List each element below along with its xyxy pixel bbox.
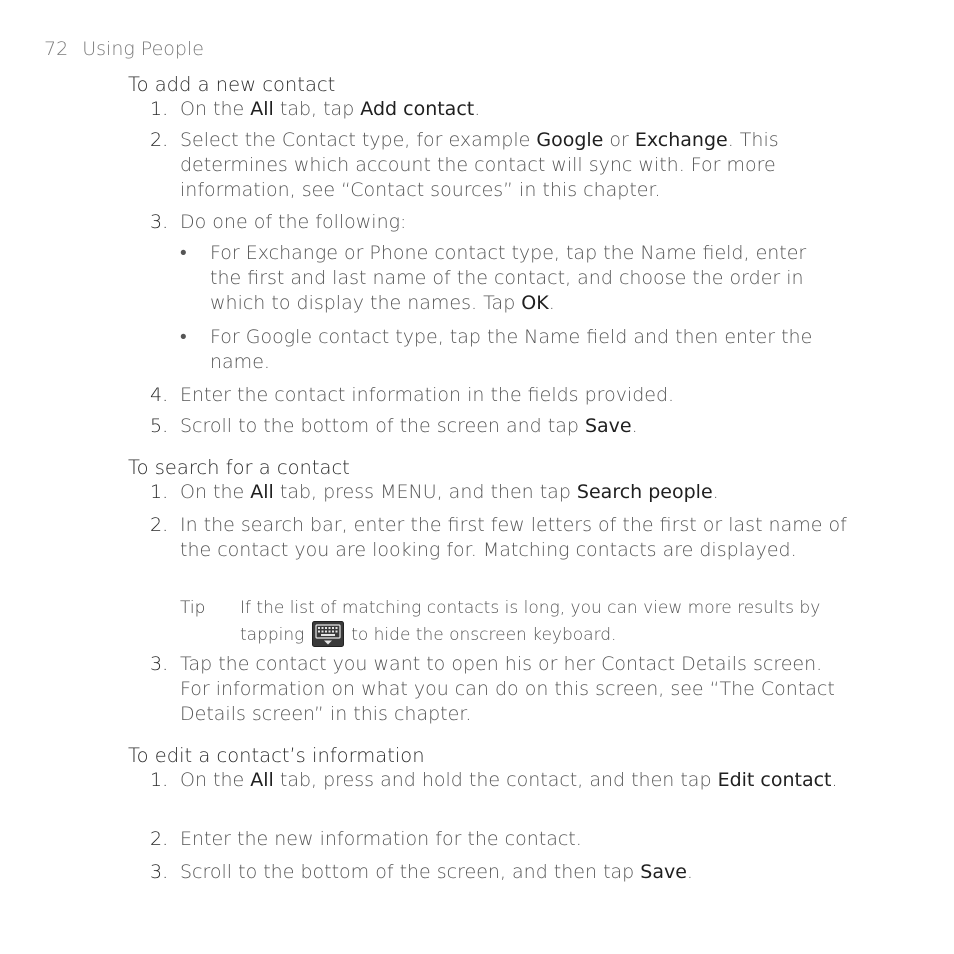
step-text: In the search bar, enter the first few letters of the first or last name of the contact you are looking for. Matching contacts are displayed.: [180, 514, 847, 561]
section-heading-search-contact: To search for a contact: [128, 456, 350, 479]
ui-term: Exchange: [634, 129, 728, 151]
keyboard-hide-icon: [312, 621, 344, 647]
step-number: 3.: [150, 211, 169, 233]
step-text: Enter the contact information in the fields provided.: [180, 384, 675, 406]
bullet-dot: •: [180, 326, 187, 348]
ui-term: All: [250, 98, 274, 120]
ui-term: Search people: [576, 481, 713, 503]
ui-term: All: [250, 769, 274, 791]
step-number: 2.: [150, 828, 169, 850]
step-text: Do one of the following:: [180, 211, 407, 233]
step-text: On the All tab, press and hold the contact, and then tap Edit contact.: [180, 769, 838, 791]
step-text: Scroll to the bottom of the screen and tap Save.: [180, 415, 638, 437]
ui-term: Add contact: [360, 98, 475, 120]
step-number: 1.: [150, 769, 169, 791]
step-text: Enter the new information for the contact.: [180, 828, 582, 850]
ui-term: Save: [584, 415, 632, 437]
chapter-title: Using People: [82, 38, 204, 60]
step-text: On the All tab, tap Add contact.: [180, 98, 481, 120]
step-text: Select the Contact type, for example Google or Exchange. This determines which account the contact will sync with. For more information, see “Contact sources” in this chapter.: [180, 129, 779, 201]
step-text: On the All tab, press MENU, and then tap Search people.: [180, 481, 719, 503]
ui-term: Edit contact: [717, 769, 832, 791]
bullet-text: For Google contact type, tap the Name field and then enter the name.: [210, 326, 813, 373]
bullet-dot: •: [180, 242, 187, 264]
step-number: 1.: [150, 481, 169, 503]
step-text: Scroll to the bottom of the screen, and then tap Save.: [180, 861, 693, 883]
ui-term: Save: [640, 861, 687, 883]
tip-text: If the list of matching contacts is long, you can view more results by tapping to hide the onscreen keyboard.: [240, 598, 821, 645]
ui-term: OK: [521, 292, 549, 314]
step-text: Tap the contact you want to open his or her Contact Details screen. For information on what you can do on this screen, see “The Contact Details screen” in this chapter.: [180, 653, 835, 725]
bullet-text: For Exchange or Phone contact type, tap the Name field, enter the first and last name of the contact, and choose the order in which to display the names. Tap OK.: [210, 242, 807, 314]
step-number: 2.: [150, 514, 169, 536]
step-number: 3.: [150, 653, 169, 675]
step-number: 2.: [150, 129, 169, 151]
ui-term: All: [250, 481, 274, 503]
step-number: 5.: [150, 415, 169, 437]
section-heading-add-contact: To add a new contact: [128, 73, 336, 96]
step-number: 3.: [150, 861, 169, 883]
step-number: 4.: [150, 384, 169, 406]
page-number: 72: [44, 38, 69, 60]
page-header: [44, 38, 204, 60]
tip-label: Tip: [180, 598, 206, 618]
ui-term: Google: [536, 129, 604, 151]
section-heading-edit-contact: To edit a contact’s information: [128, 744, 425, 767]
step-number: 1.: [150, 98, 169, 120]
